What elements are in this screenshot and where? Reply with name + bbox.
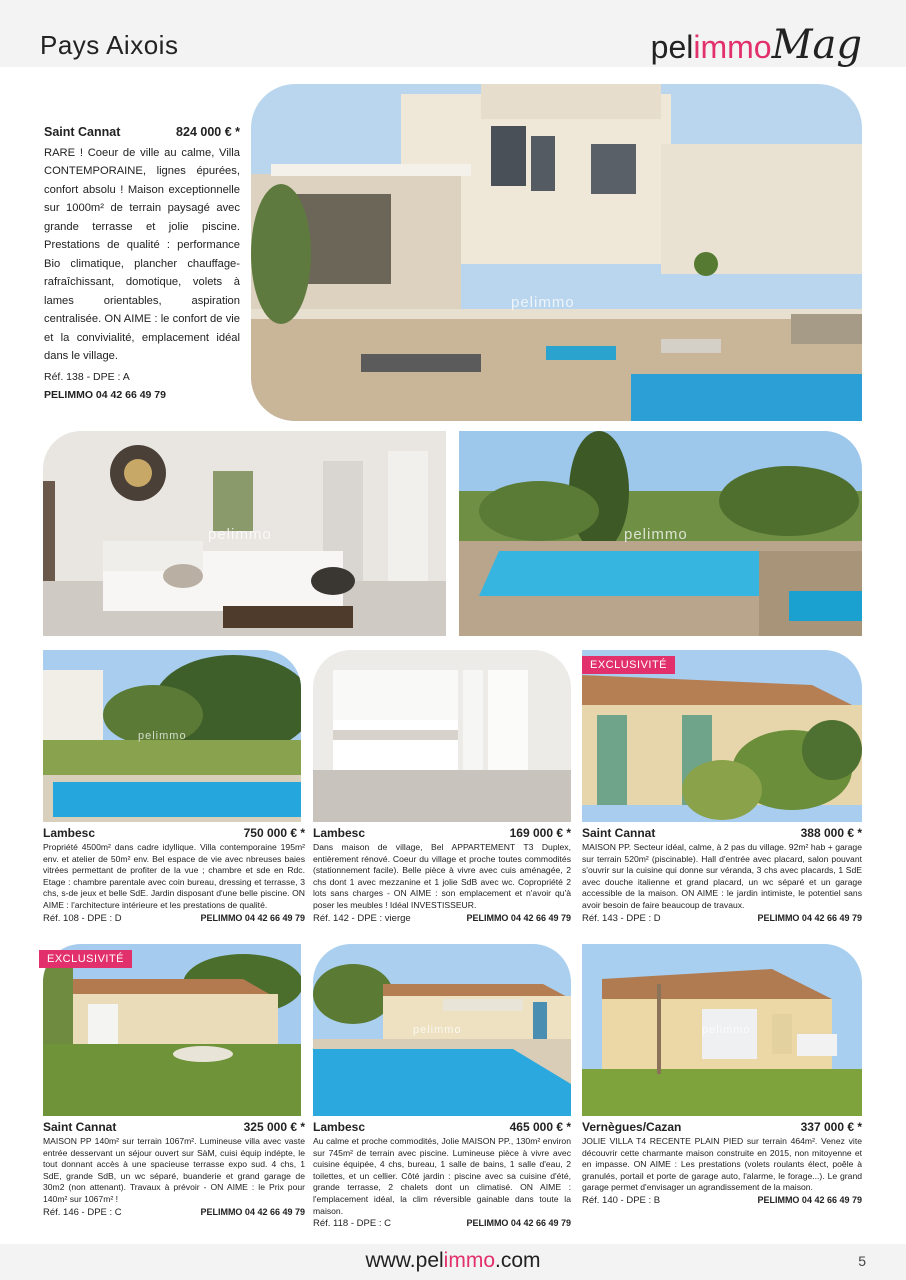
listing-ref: Réf. 108 - DPE : D	[43, 912, 122, 924]
listing-price: 169 000 € *	[509, 826, 571, 840]
featured-price: 824 000 € *	[176, 125, 240, 139]
listing-card	[43, 826, 305, 924]
listing-city: Lambesc	[43, 826, 96, 840]
listing-description: Propriété 4500m² dans cadre idyllique. Villa contemporaine 195m² env. et atelier de 50m² env. Bel espace de vie avec nbreuses baies vitrées permettant de profiter de la vue ; chambre et sde en Rdc. Etage : chambre parentale avec coin bureau, dressing et terrasse, 3 chs, s-de jeux et belle SdE. Jardin disposant d'une belle piscine. ON AIME : l'architecture intérieure et les prestations de qualité.	[43, 842, 305, 910]
listing-city: Vernègues/Cazan	[582, 1120, 682, 1134]
featured-listing	[44, 123, 240, 405]
listing-phone: PELIMMO 04 42 66 49 79	[757, 912, 862, 923]
watermark: pelimmo	[138, 730, 187, 742]
listing-price: 325 000 € *	[243, 1120, 305, 1134]
listing-description: JOLIE VILLA T4 RECENTE PLAIN PIED sur terrain 464m². Venez vite découvrir cette charmante maison construite en 2015, non mitoyenne et en impasse. ON AIME : Les prestations (volets roulants élect, poêle à granulés, portail et porte de garage auto, l'alarme, le forage...). Le grand garage permet d'envisager un agrandissement de la maison.	[582, 1136, 862, 1193]
watermark: pelimmo	[702, 1024, 751, 1036]
listing-card	[43, 1120, 305, 1218]
listing-ref: Réf. 140 - DPE : B	[582, 1194, 661, 1206]
lambesc-house-pool-photo	[313, 944, 571, 1116]
listing-description: MAISON PP. Secteur idéal, calme, à 2 pas du village. 92m² hab + garage sur terrain 520m² (piscinable). Hall d'entrée avec placard, salon pouvant s'ouvrir sur la cuisine qui donne sur véranda, 3 chs avec placards, 1 SdE avec douche italienne et grand placard, un wc séparé et un garage accessible de la maison. ON AIME : le jardin intimiste, le potentiel sans avoir besoin de faire beaucoup de travaux.	[582, 842, 862, 910]
listing-card	[582, 1120, 862, 1207]
listing-card	[582, 826, 862, 924]
listing-ref: Réf. 142 - DPE : vierge	[313, 912, 411, 924]
listing-ref: Réf. 143 - DPE : D	[582, 912, 661, 924]
listing-ref: Réf. 118 - DPE : C	[313, 1218, 391, 1230]
page-number: 5	[858, 1253, 866, 1269]
pool-garden-photo	[459, 431, 862, 636]
listing-city: Saint Cannat	[43, 1120, 117, 1134]
listing-description: Dans maison de village, Bel APPARTEMENT T3 Duplex, entièrement rénové. Coeur du village et proche toutes commodités (stationnement facile). Belle pièce à vivre avec cuis aménagée, 2 chs dont 1 avec mezzanine et 1 jolie SdB avec wc. Copropriété 2 lots sans charges - ON AIME : son emplacement et n'avoir qu'à poser les meubles ! Idéal INVESTISSEUR.	[313, 842, 571, 910]
lambesc-apartment-kitchen-photo	[313, 650, 571, 822]
listing-city: Lambesc	[313, 1120, 366, 1134]
saint-cannat-house-photo	[582, 650, 862, 822]
lambesc-villa-pool-photo	[43, 650, 301, 822]
listing-phone: PELIMMO 04 42 66 49 79	[466, 912, 571, 923]
listing-phone: PELIMMO 04 42 66 49 79	[757, 1194, 862, 1205]
site-post: .com	[495, 1249, 541, 1272]
listing-city: Saint Cannat	[582, 826, 656, 840]
listing-price: 750 000 € *	[243, 826, 305, 840]
vernegues-villa-photo	[582, 944, 862, 1116]
exclusivite-badge: EXCLUSIVITÉ	[582, 656, 675, 674]
listing-ref: Réf. 146 - DPE : C	[43, 1206, 122, 1218]
logo-pre: pel	[650, 29, 694, 65]
listing-description: Au calme et proche commodités, Jolie MAISON PP., 130m² environ sur 745m² de terrain avec piscine. Lumineuse pièce à vivre avec cuisine équipée, 4 chs, bureau, 1 salle de bains, 1 salle d'eau, 2 toilettes, et un cellier. Côté jardin : piscine avec sa cuisine d'été, grande terrasse, 2 chalets dont un climatisé. ON AIME : l'emplacement idéal, la clim réversible gainable dans toute la maison.	[313, 1136, 571, 1216]
listing-phone: PELIMMO 04 42 66 49 79	[200, 912, 305, 923]
watermark: pelimmo	[413, 1024, 462, 1036]
listing-card	[313, 826, 571, 924]
listing-city: Lambesc	[313, 826, 366, 840]
magazine-logo	[651, 22, 862, 68]
featured-description: RARE ! Coeur de ville au calme, Villa CONTEMPORAINE, lignes épurées, confort absolu ! Maison exceptionnelle sur 1000m² de terrain paysagé avec grande terrasse et jolie piscine. Prestations de qualité : performance Bio climatique, plancher chauffage-rafraîchissant, domotique, volets à lames orientables, aspiration centralisée. ON AIME : le confort de vie et la convivialité, emplacement idéal dans le village.	[44, 146, 240, 362]
website-link[interactable]	[0, 1249, 906, 1273]
exclusivite-badge: EXCLUSIVITÉ	[39, 950, 132, 968]
site-mid: immo	[443, 1249, 496, 1272]
listing-description: MAISON PP 140m² sur terrain 1067m². Lumineuse villa avec vaste entrée desservant un séjour ouvert sur SàM, cuisi équip indépte, le tout donnant accès à une spacieuse terrasse expo sud. 4 chs, 1 SdE, grande SdB, un wc séparé, buanderie et grand garage de 30m2 (non attenant). Travaux à prévoir - ON AIME : le Prix pour 140m² sur 1067m² !	[43, 1136, 305, 1204]
site-pre: www.pel	[365, 1249, 444, 1272]
featured-ref: Réf. 138 - DPE : A	[44, 370, 130, 383]
listing-price: 465 000 € *	[509, 1120, 571, 1134]
featured-phone: PELIMMO 04 42 66 49 79	[44, 389, 166, 401]
saint-cannat-villa-garden-photo	[43, 944, 301, 1116]
listing-phone: PELIMMO 04 42 66 49 79	[466, 1218, 571, 1229]
listing-price: 337 000 € *	[800, 1120, 862, 1134]
logo-mid: immo	[693, 29, 772, 65]
listing-card	[313, 1120, 571, 1230]
featured-city: Saint Cannat	[44, 125, 121, 139]
interior-living-room-photo	[43, 431, 446, 636]
watermark: pelimmo	[208, 526, 272, 543]
listing-price: 388 000 € *	[800, 826, 862, 840]
watermark: pelimmo	[624, 526, 688, 543]
region-title: Pays Aixois	[40, 30, 179, 60]
logo-mag: Mag	[771, 22, 862, 68]
featured-villa-photo	[251, 84, 862, 421]
listing-phone: PELIMMO 04 42 66 49 79	[200, 1206, 305, 1217]
watermark: pelimmo	[511, 294, 575, 311]
